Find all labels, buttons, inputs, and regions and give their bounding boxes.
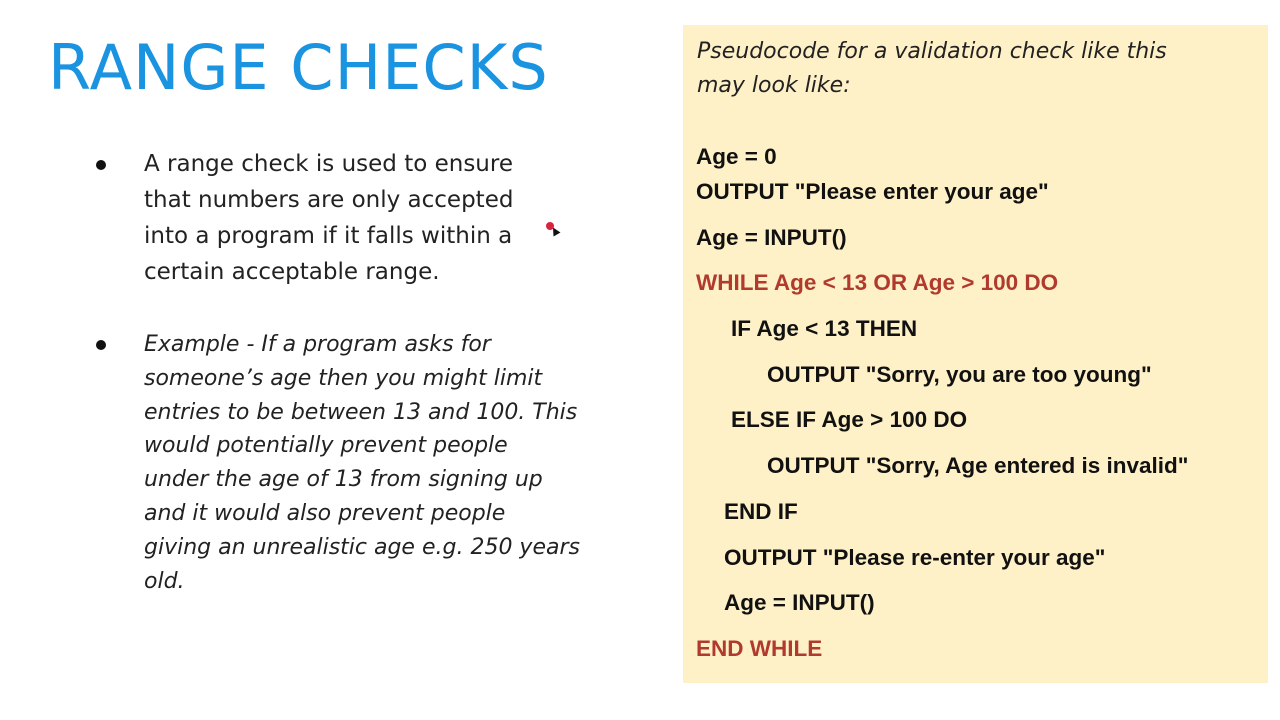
bullet-text-line: giving an unrealistic age e.g. 250 years xyxy=(144,534,580,560)
code-line: IF Age < 13 THEN xyxy=(731,316,918,341)
code-line: OUTPUT "Sorry, you are too young" xyxy=(767,362,1152,387)
code-line: OUTPUT "Sorry, Age entered is invalid" xyxy=(767,453,1189,478)
bullet-definition xyxy=(94,146,654,290)
pseudocode-panel xyxy=(683,25,1268,683)
bullet-text-line: and it would also prevent people xyxy=(144,500,506,526)
code-line-keyword: WHILE Age < 13 OR Age > 100 DO xyxy=(696,270,1059,295)
bullet-text-line: that numbers are only accepted xyxy=(144,187,514,213)
bullet-text-line: under the age of 13 from signing up xyxy=(144,467,543,493)
code-line: OUTPUT "Please enter your age" xyxy=(696,179,1049,204)
bullet-text-line: old. xyxy=(144,568,185,594)
code-line: ELSE IF Age > 100 DO xyxy=(731,407,968,432)
intro-line: may look like: xyxy=(697,73,851,98)
bullet-dot-icon xyxy=(96,160,106,170)
code-line: Age = INPUT() xyxy=(724,590,875,615)
code-line: OUTPUT "Please re-enter your age" xyxy=(724,545,1106,570)
bullet-text-line: into a program if it falls within a xyxy=(144,223,513,249)
bullet-text-line: A range check is used to ensure xyxy=(144,151,513,177)
bullet-text-line: Example - If a program asks for xyxy=(144,332,491,357)
pseudocode-intro xyxy=(697,35,1167,103)
code-line-keyword: END WHILE xyxy=(696,636,823,661)
bullet-text-line: certain acceptable range. xyxy=(144,259,440,285)
slide-title: RANGE CHECKS xyxy=(48,31,549,104)
intro-line: Pseudocode for a validation check like this xyxy=(697,39,1167,64)
code-line: Age = 0 xyxy=(696,144,777,169)
code-line: END IF xyxy=(724,499,798,524)
bullet-text-line: entries to be between 13 and 100. This xyxy=(144,399,578,425)
code-line: Age = INPUT() xyxy=(696,225,847,250)
bullet-text-line: would potentially prevent people xyxy=(144,433,508,459)
bullet-list xyxy=(94,146,654,598)
bullet-dot-icon xyxy=(96,340,106,350)
bullet-example xyxy=(94,328,654,598)
bullet-text-line: someone’s age then you might limit xyxy=(144,365,543,391)
